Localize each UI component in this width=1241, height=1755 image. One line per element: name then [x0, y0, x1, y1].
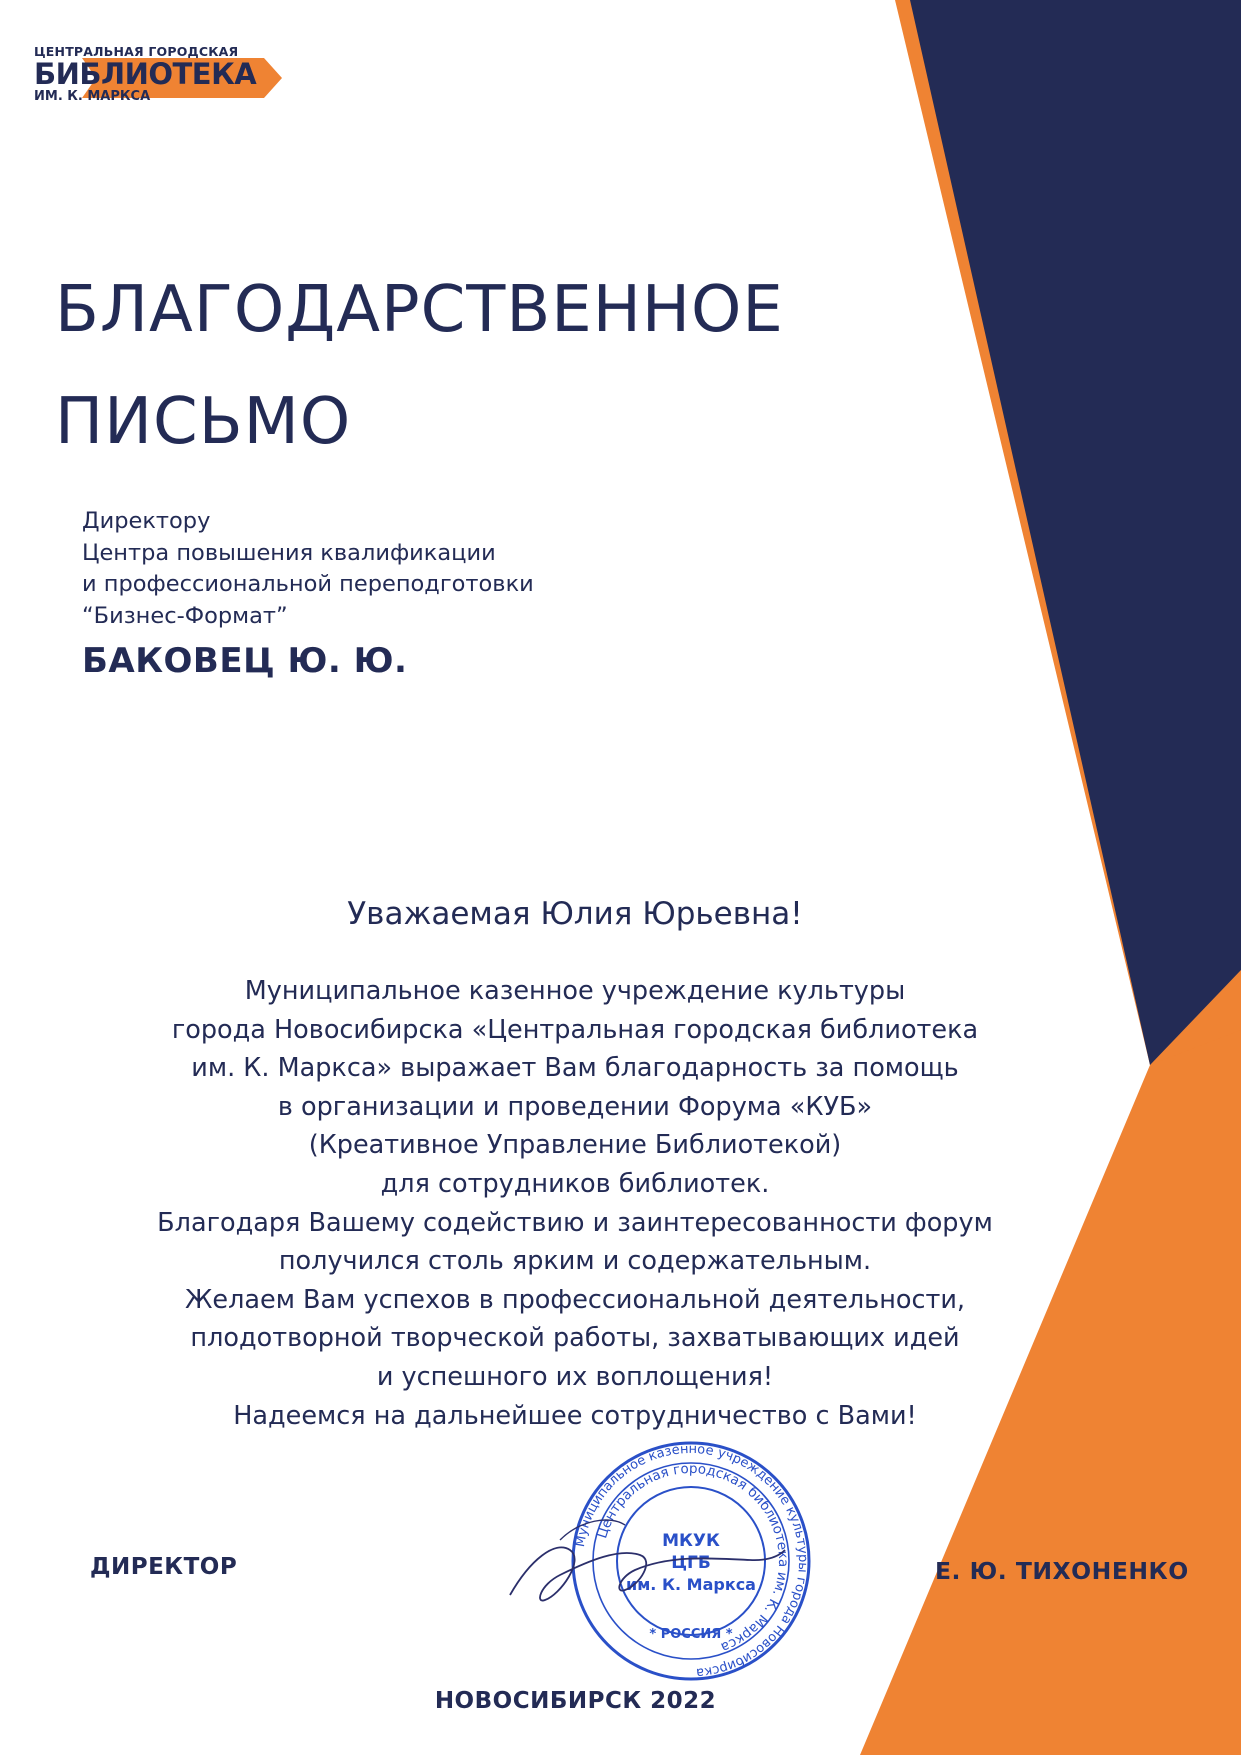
stamp-center-line-2: ЦГБ: [671, 1553, 711, 1573]
handwritten-signature: [500, 1500, 790, 1620]
stamp-center-line-3: им. К. Маркса: [626, 1575, 756, 1594]
body-line: Муниципальное казенное учреждение культуры: [244, 976, 906, 1006]
recipient-name: БАКОВЕЦ Ю. Ю.: [82, 641, 408, 681]
stamp-center-line-1: МКУК: [662, 1531, 720, 1551]
body-line: города Новосибирска «Центральная городская библиотека: [171, 1014, 979, 1045]
recipient-line-4: “Бизнес-Формат”: [82, 602, 288, 629]
stamp-outer-text: Муниципальное казенное учреждение культуры города Новосибирска: [572, 1441, 811, 1680]
body-line: (Креативное Управление Библиотекой): [308, 1130, 842, 1161]
body-line: получился столь ярким и содержательным.: [278, 1246, 872, 1277]
greeting: Уважаемая Юлия Юрьевна!: [347, 896, 803, 932]
body-line: Желаем Вам успехов в профессиональной деятельности,: [184, 1284, 966, 1315]
recipient-line-3: и профессиональной переподготовки: [82, 571, 534, 597]
body-line: для сотрудников библиотек.: [380, 1168, 770, 1199]
place-and-year-text: НОВОСИБИРСК 2022: [434, 1688, 717, 1714]
title-line-2: ПИСЬМО: [55, 385, 352, 459]
body-line: Надеемся на дальнейшее сотрудничество с Вами!: [233, 1400, 917, 1431]
signatory-name: Е. Ю. ТИХОНЕНКО: [935, 1557, 1189, 1585]
body-line: в организации и проведении Форума «КУБ»: [277, 1091, 873, 1122]
recipient-line-2: Центра повышения квалификации: [82, 539, 496, 566]
stamp-inner-text: Центральная городская библиотека им. К. Маркса: [594, 1460, 792, 1656]
body-line: плодотворной творческой работы, захватывающих идей: [190, 1323, 960, 1354]
logo-line-3: ИМ. К. МАРКСА: [34, 89, 151, 104]
logo-line-2: БИБЛИОТЕКА: [34, 57, 257, 91]
letter-body: [0, 972, 1150, 1435]
body-line: и успешного их воплощения!: [376, 1361, 774, 1392]
title-line-1: БЛАГОДАРСТВЕННОЕ: [55, 273, 784, 347]
stamp-bottom-text: * РОССИЯ *: [649, 1627, 733, 1642]
signatory-role: ДИРЕКТОР: [90, 1554, 238, 1580]
library-logo: [34, 44, 294, 108]
recipient-line-1: Директору: [82, 508, 211, 534]
body-line: Благодаря Вашему содействию и заинтересованности форум: [157, 1207, 993, 1238]
document-title: [55, 254, 784, 478]
place-and-year: [0, 1688, 1241, 1714]
recipient-block: [82, 506, 534, 681]
logo-line-1: ЦЕНТРАЛЬНАЯ ГОРОДСКАЯ: [34, 44, 239, 59]
body-line: им. К. Маркса» выражает Вам благодарность за помощь: [191, 1053, 959, 1084]
